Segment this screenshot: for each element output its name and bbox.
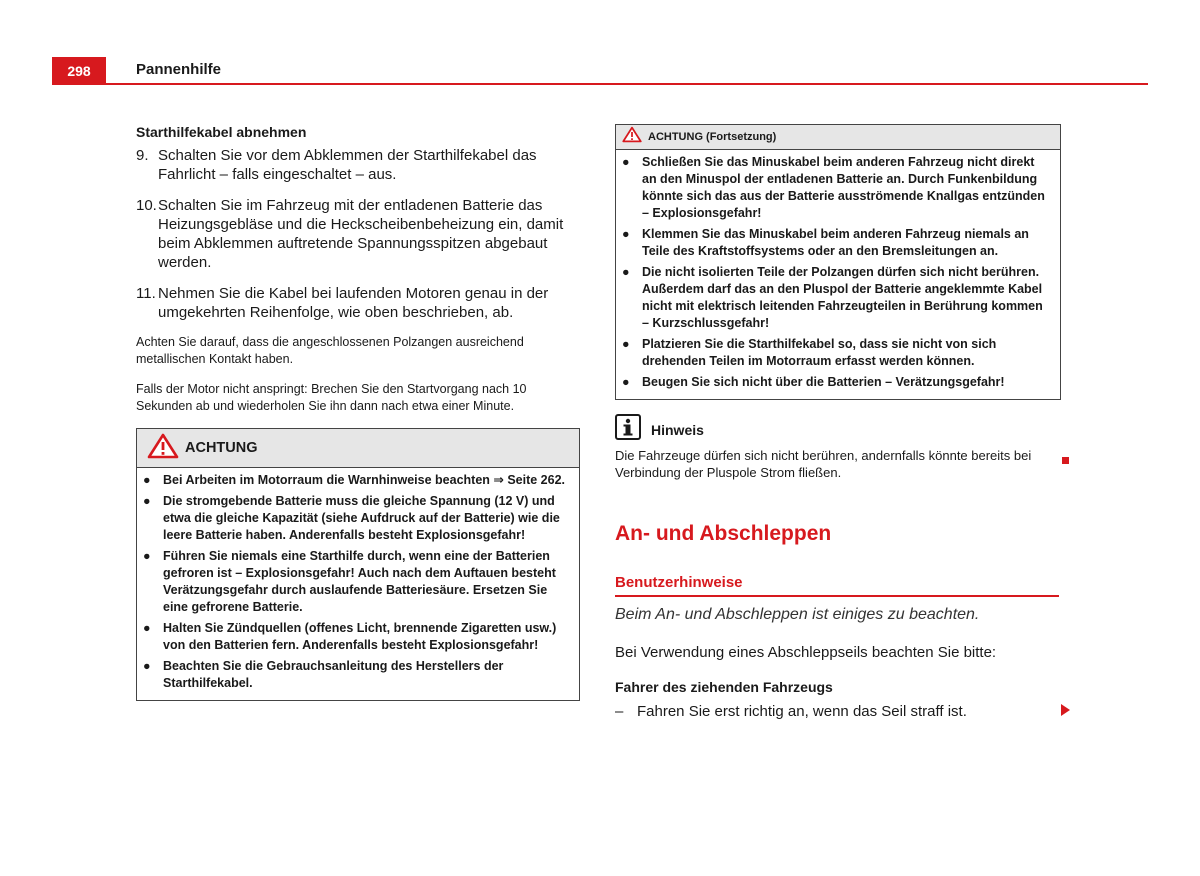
warning-title: ACHTUNG (Fortsetzung) <box>648 131 777 143</box>
right-column <box>615 124 1061 481</box>
warning-item-text: Beachten Sie die Gebrauchsanleitung des Herstellers der Starthilfekabel. <box>163 659 504 690</box>
hint-title: Hinweis <box>651 421 704 438</box>
subsection-title: Benutzerhinweise <box>615 574 743 591</box>
bullet: ● <box>143 659 151 673</box>
warning-continued-box <box>615 124 1061 400</box>
warning-header <box>616 125 1060 150</box>
intro-text: Beim An- und Abschleppen ist einiges zu beachten. <box>615 606 980 623</box>
warning-item <box>622 374 1052 391</box>
section-title: An- und Abschleppen <box>615 522 832 545</box>
page-number: 298 <box>52 57 106 83</box>
body-paragraph: Bei Verwendung eines Abschleppseils beachten Sie bitte: <box>615 644 997 661</box>
warning-item-text: Die stromgebende Batterie muss die gleiche Spannung (12 V) und etwa die gleiche Kapazität (siehe Aufdruck auf der Batterie) wie die leere Batterie haben. Anderenfalls besteht Explosionsgefahr! <box>163 494 560 542</box>
warning-item-text: Schließen Sie das Minuskabel beim anderen Fahrzeug nicht direkt an den Minuspol der entladenen Batterie an. Durch Funkenbildung könnte sich das aus der Batterie ausströmende Knallgas entzünden – Explosionsgefahr! <box>642 155 1045 220</box>
warning-item <box>622 226 1052 260</box>
bullet: ● <box>622 337 630 351</box>
warning-item <box>143 472 571 489</box>
chapter-title: Pannenhilfe <box>136 61 222 78</box>
bullet: ● <box>622 155 630 169</box>
warning-item <box>622 264 1052 332</box>
step-item <box>136 146 580 184</box>
warning-item-text: Halten Sie Zündquellen (offenes Licht, brennende Zigaretten usw.) von den Batterien fern. Anderenfalls besteht Explosionsgefahr! <box>163 621 557 652</box>
bullet: ● <box>622 227 630 241</box>
warning-item <box>622 336 1052 370</box>
bullet: ● <box>622 375 630 389</box>
step-number: 10. <box>136 197 157 214</box>
warning-item <box>622 154 1052 222</box>
triangle-right-icon <box>1061 703 1071 722</box>
hint-header <box>615 414 1061 445</box>
warning-box <box>136 428 580 701</box>
warning-item <box>143 548 571 616</box>
bullet: ● <box>143 473 151 487</box>
end-of-section-icon <box>1062 457 1069 464</box>
subsection-heading <box>615 574 1059 597</box>
hint-text: Die Fahrzeuge dürfen sich nicht berühren, andernfalls könnte bereits bei Verbindung der Pluspole Strom fließen. <box>615 448 1032 480</box>
warning-triangle-icon <box>147 433 179 464</box>
left-column <box>136 124 580 701</box>
dash-bullet: – <box>615 703 624 720</box>
bullet: ● <box>143 494 151 508</box>
warning-triangle-icon <box>622 126 642 148</box>
step-item <box>136 284 580 322</box>
warning-item <box>143 493 571 544</box>
bullet: ● <box>622 265 630 279</box>
page-header <box>52 57 1148 85</box>
warning-header <box>137 429 579 468</box>
step-text: Schalten Sie vor dem Abklemmen der Starthilfekabel das Fahrlicht – falls eingeschaltet – aus. <box>158 147 537 183</box>
step-number: 9. <box>136 147 149 164</box>
warning-item <box>143 620 571 654</box>
warning-body <box>616 150 1060 399</box>
step-text: Schalten Sie im Fahrzeug mit der entladenen Batterie das Heizungsgebläse und die Heckscheibenbeheizung ein, damit beim Abklemmen auftretende Spannungsspitzen abgebaut werden. <box>158 197 564 271</box>
driver-heading: Fahrer des ziehenden Fahrzeugs <box>615 679 833 695</box>
warning-item-text: Führen Sie niemals eine Starthilfe durch, wenn eine der Batterien gefroren ist – Explosionsgefahr! Auch nach dem Auftauen besteht Verätzungsgefahr durch auslaufende Batteriesäure. Ersetzen Sie eine gefrorene Batterie. <box>163 549 556 614</box>
warning-item-text: Die nicht isolierten Teile der Polzangen dürfen sich nicht berühren. Außerdem darf das an den Pluspol der Batterie angeklemmte Kabel nicht mit elektrisch leitenden Fahrzeugteilen in Berührung kommen – Kurzschlussgefahr! <box>642 265 1043 330</box>
list-item-text: Fahren Sie erst richtig an, wenn das Seil straff ist. <box>637 703 967 720</box>
info-icon <box>615 414 641 445</box>
bullet: ● <box>143 621 151 635</box>
warning-item <box>143 658 571 692</box>
note-text: Falls der Motor nicht anspringt: Brechen Sie den Startvorgang nach 10 Sekunden ab und wiederholen Sie ihn dann nach etwa einer Minute. <box>136 382 527 413</box>
warning-body <box>137 468 579 700</box>
step-item <box>136 196 580 272</box>
warning-item-text: Beugen Sie sich nicht über die Batterien – Verätzungsgefahr! <box>642 375 1005 389</box>
warning-title: ACHTUNG <box>185 440 258 456</box>
warning-item-text: Platzieren Sie die Starthilfekabel so, dass sie nicht von sich drehenden Teilen im Motorraum erfasst werden können. <box>642 337 997 368</box>
bullet: ● <box>143 549 151 563</box>
warning-item-text: Klemmen Sie das Minuskabel beim anderen Fahrzeug niemals an Teile des Kraftstoffsystems oder an den Bremsleitungen an. <box>642 227 1029 258</box>
warning-item-text: Bei Arbeiten im Motorraum die Warnhinweise beachten ⇒ Seite 262. <box>163 473 566 487</box>
step-text: Nehmen Sie die Kabel bei laufenden Motoren genau in der umgekehrten Reihenfolge, wie oben beschrieben, ab. <box>158 285 549 321</box>
note-text: Achten Sie darauf, dass die angeschlossenen Polzangen ausreichend metallischen Kontakt haben. <box>136 335 524 366</box>
procedure-heading: Starthilfekabel abnehmen <box>136 124 307 140</box>
step-number: 11. <box>136 285 156 302</box>
list-item <box>615 703 967 720</box>
